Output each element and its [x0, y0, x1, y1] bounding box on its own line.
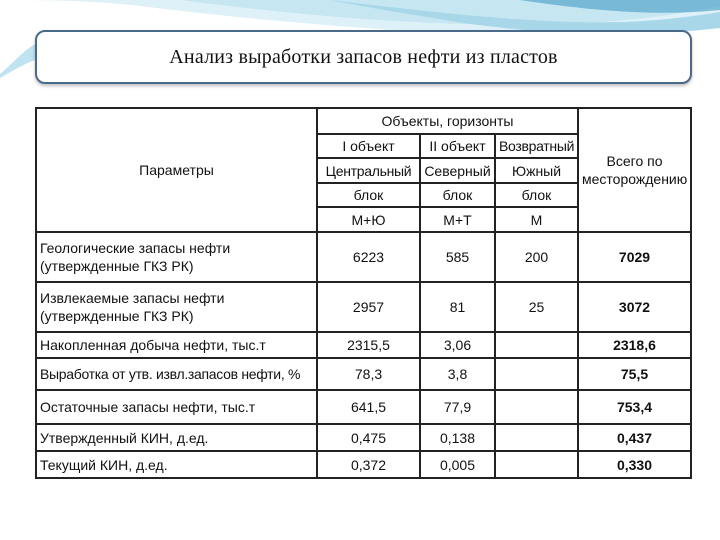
cell-total: 0,437 [578, 424, 691, 451]
table-row [36, 282, 691, 332]
cell-total: 2318,6 [578, 332, 691, 358]
header-block-2-line2: блок [420, 183, 495, 207]
cell-total: 0,330 [578, 451, 691, 478]
header-object-2: II объект [420, 134, 495, 158]
header-object-3: Возвратный [495, 134, 578, 158]
row-label-line: (утвержденные ГКЗ РК) [40, 258, 194, 274]
cell-object-3 [495, 332, 578, 358]
slide-title-box [35, 30, 692, 84]
cell-object-1: 2957 [317, 282, 420, 332]
cell-object-3 [495, 424, 578, 451]
header-block-1-line1: Центральный [317, 158, 420, 183]
cell-total: 7029 [578, 232, 691, 282]
row-label-line: Извлекаемые запасы нефти [40, 290, 225, 306]
header-block-3-line2: блок [495, 183, 578, 207]
header-block-2-line1: Северный [420, 158, 495, 183]
cell-object-3 [495, 390, 578, 424]
table-row [36, 232, 691, 282]
cell-object-2: 585 [420, 232, 495, 282]
cell-object-2: 77,9 [420, 390, 495, 424]
header-total-line2: месторождению [582, 171, 688, 187]
cell-object-1: 6223 [317, 232, 420, 282]
row-label [36, 232, 317, 282]
table-row [36, 424, 691, 451]
cell-total: 753,4 [578, 390, 691, 424]
cell-total: 3072 [578, 282, 691, 332]
cell-object-2: 3,06 [420, 332, 495, 358]
row-label-line: Геологические запасы нефти [40, 240, 231, 256]
cell-object-1: 641,5 [317, 390, 420, 424]
cell-object-3 [495, 451, 578, 478]
cell-object-3: 200 [495, 232, 578, 282]
row-label [36, 282, 317, 332]
header-horizon-1: М+Ю [317, 207, 420, 232]
header-total [578, 108, 691, 232]
row-label: Выработка от утв. извл.запасов нефти, % [36, 358, 317, 390]
header-horizon-2: М+Т [420, 207, 495, 232]
header-block-3-line1: Южный [495, 158, 578, 183]
cell-object-1: 0,372 [317, 451, 420, 478]
cell-object-1: 78,3 [317, 358, 420, 390]
reserves-table [35, 107, 692, 479]
cell-total: 75,5 [578, 358, 691, 390]
table-row [36, 358, 691, 390]
table-row [36, 390, 691, 424]
header-objects-group: Объекты, горизонты [317, 108, 578, 134]
header-total-line1: Всего по [606, 153, 663, 169]
row-label: Утвержденный КИН, д.ед. [36, 424, 317, 451]
header-object-1: I объект [317, 134, 420, 158]
row-label: Остаточные запасы нефти, тыс.т [36, 390, 317, 424]
cell-object-1: 2315,5 [317, 332, 420, 358]
row-label: Текущий КИН, д.ед. [36, 451, 317, 478]
row-label: Накопленная добыча нефти, тыс.т [36, 332, 317, 358]
cell-object-2: 3,8 [420, 358, 495, 390]
cell-object-2: 0,138 [420, 424, 495, 451]
table-row [36, 332, 691, 358]
slide-title: Анализ выработки запасов нефти из пластов [169, 45, 558, 68]
table-row [36, 451, 691, 478]
table-header-row [36, 108, 691, 134]
row-label-line: (утвержденные ГКЗ РК) [40, 308, 194, 324]
cell-object-2: 0,005 [420, 451, 495, 478]
cell-object-1: 0,475 [317, 424, 420, 451]
header-params: Параметры [36, 108, 317, 232]
header-horizon-3: М [495, 207, 578, 232]
cell-object-2: 81 [420, 282, 495, 332]
cell-object-3 [495, 358, 578, 390]
header-block-1-line2: блок [317, 183, 420, 207]
cell-object-3: 25 [495, 282, 578, 332]
